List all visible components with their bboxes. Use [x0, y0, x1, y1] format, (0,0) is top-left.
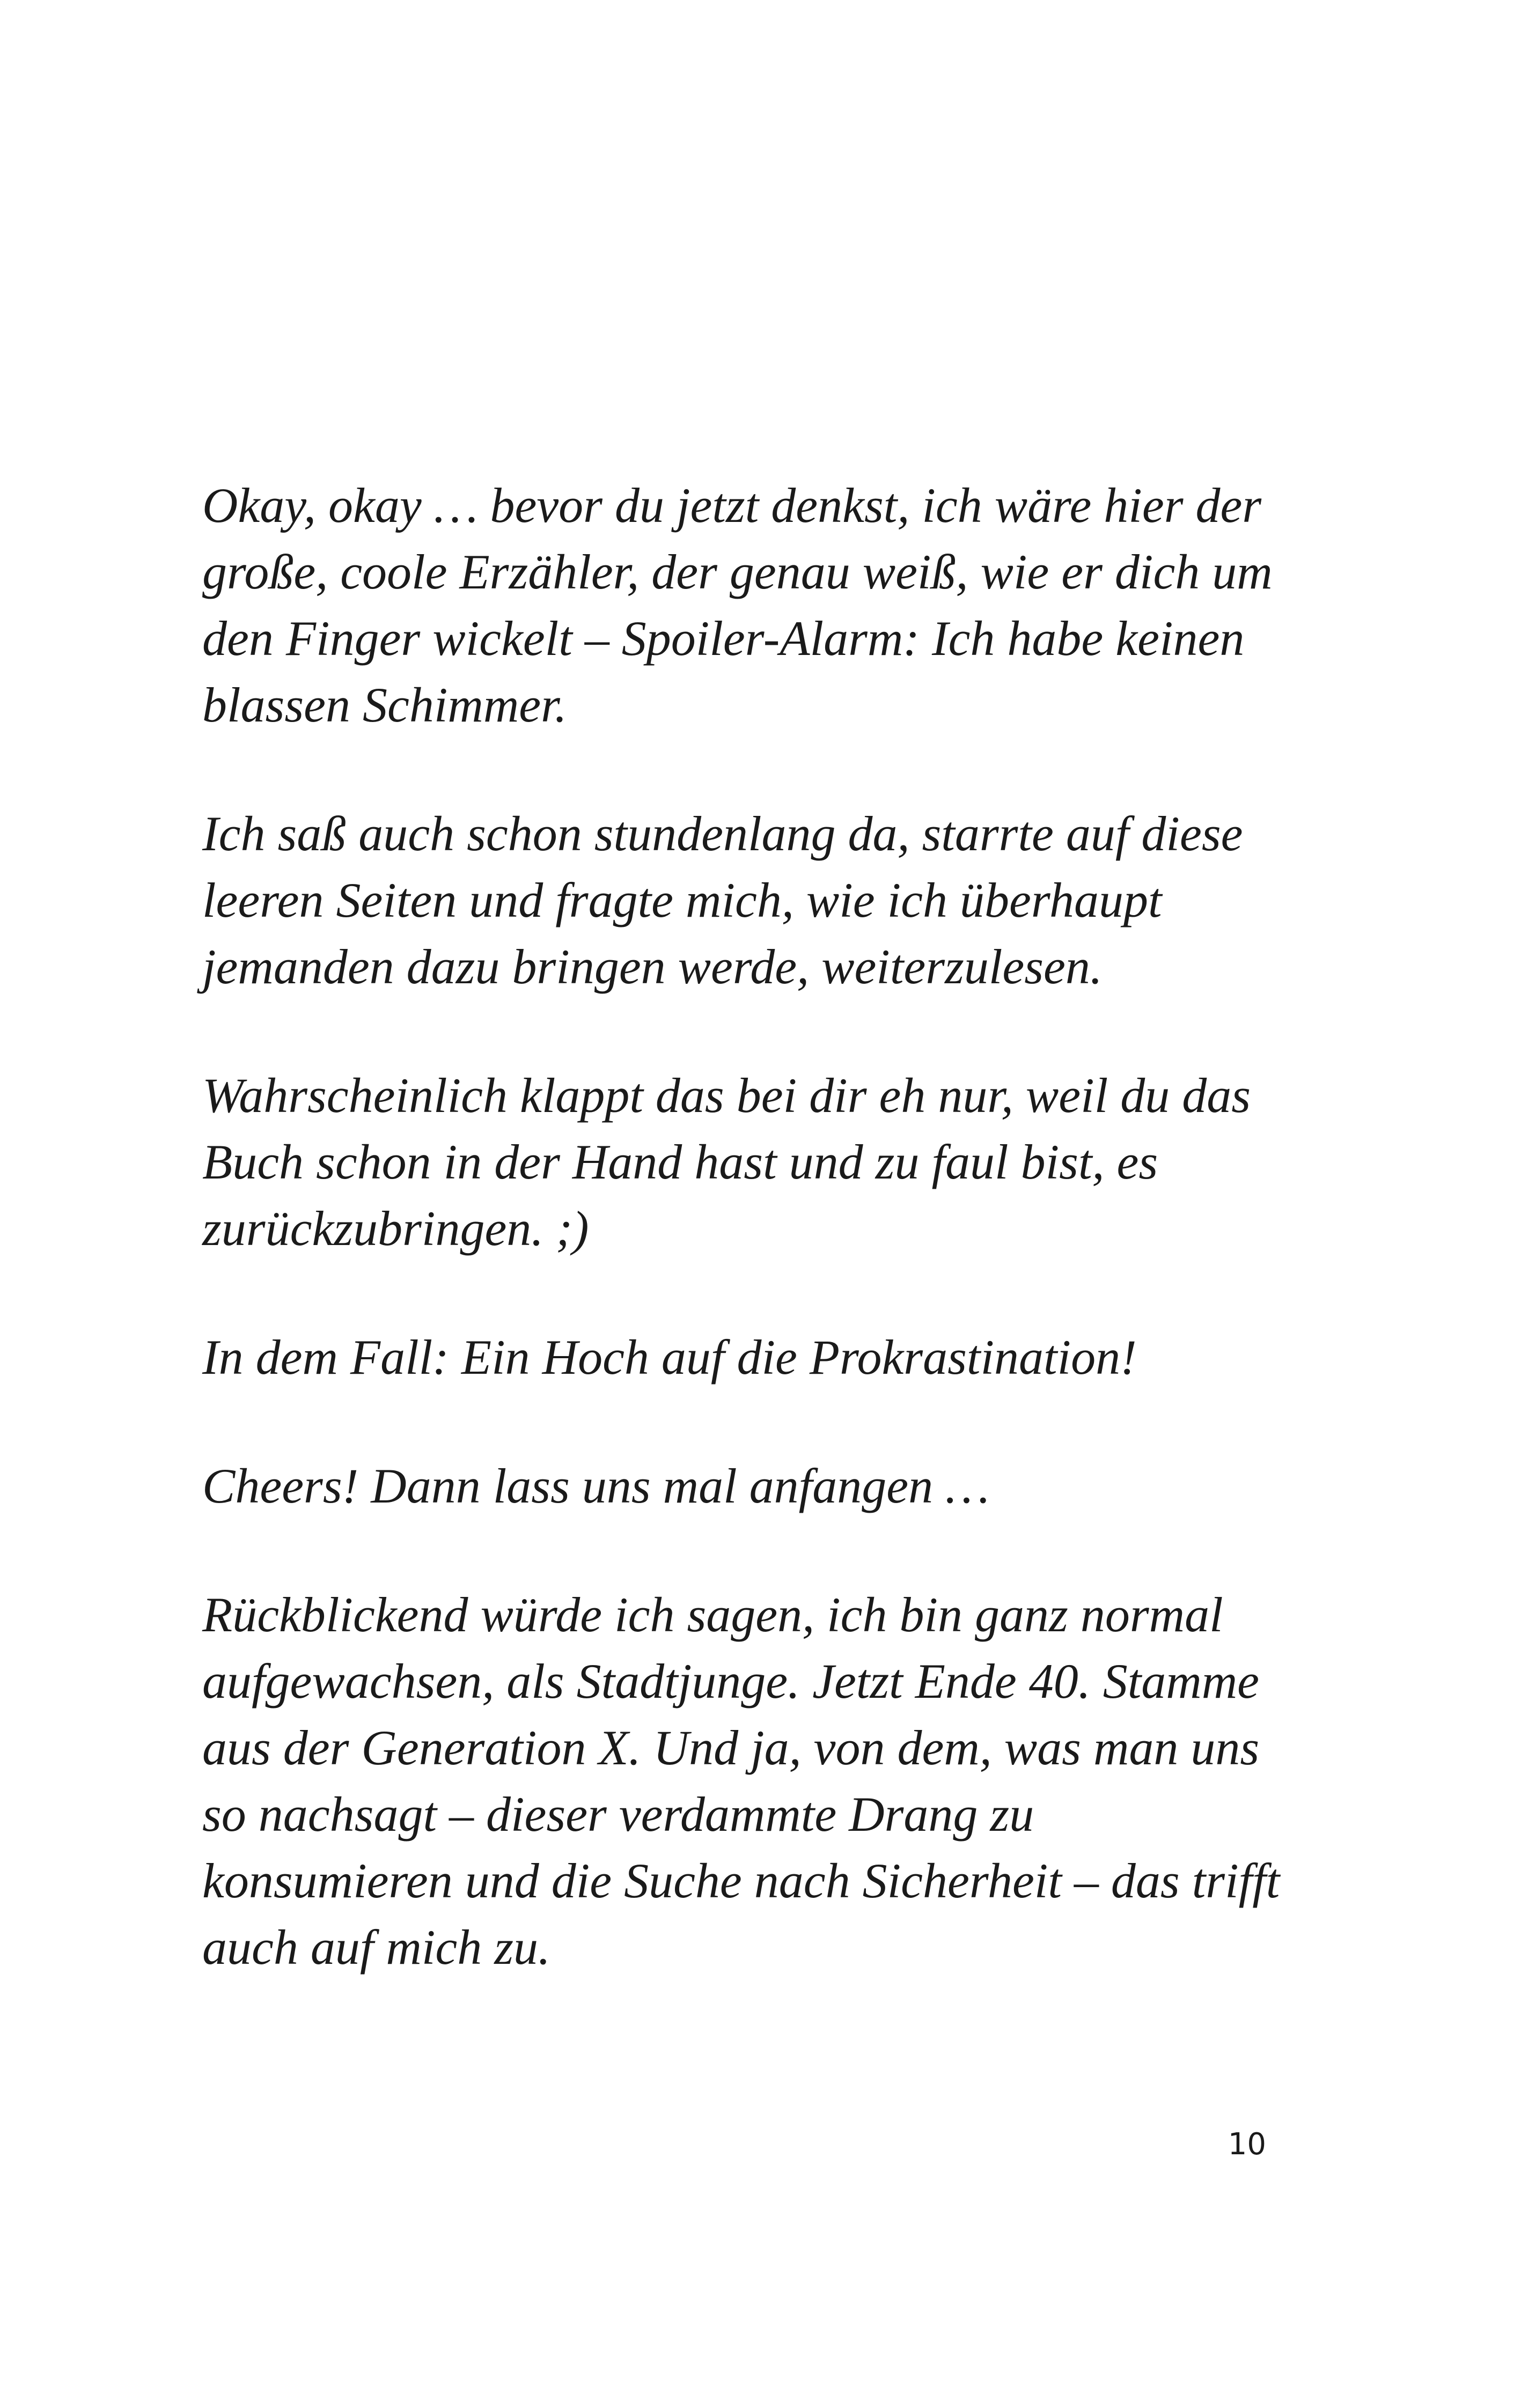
text-line: zurückzubringen. ;): [202, 1201, 589, 1256]
paragraph: [202, 1581, 1280, 1980]
body-text: [202, 472, 1280, 1980]
paragraph: [202, 1062, 1275, 1262]
text-line: leeren Seiten und fragte mich, wie ich überhaupt: [202, 873, 1162, 927]
paragraph-spacer: [202, 1000, 1275, 1062]
paragraph: [202, 1324, 1275, 1390]
paragraph-spacer: [202, 1519, 1275, 1581]
text-line: Ich saß auch schon stundenlang da, starrte auf diese: [202, 806, 1243, 861]
text-line: den Finger wickelt – Spoiler-Alarm: Ich habe keinen: [202, 611, 1245, 666]
text-line: konsumieren und die Suche nach Sicherheit – das trifft: [202, 1853, 1280, 1908]
text-line: auch auf mich zu.: [202, 1920, 551, 1975]
text-line: Cheers! Dann lass uns mal anfangen …: [202, 1459, 989, 1513]
text-line: so nachsagt – dieser verdammte Drang zu: [202, 1787, 1034, 1842]
paragraph-spacer: [202, 738, 1275, 800]
text-line: In dem Fall: Ein Hoch auf die Prokrastination!: [202, 1330, 1137, 1385]
text-line: große, coole Erzähler, der genau weiß, wie er dich um: [202, 544, 1273, 599]
page-number: 10: [1228, 2127, 1266, 2162]
paragraph-spacer: [202, 1390, 1275, 1453]
paragraph: [202, 800, 1275, 1000]
paragraph: [202, 472, 1275, 738]
paragraph-spacer: [202, 1262, 1275, 1324]
text-line: blassen Schimmer.: [202, 678, 567, 732]
text-line: jemanden dazu bringen werde, weiterzulesen.: [202, 939, 1103, 994]
text-line: Buch schon in der Hand hast und zu faul bist, es: [202, 1135, 1158, 1189]
text-line: aus der Generation X. Und ja, von dem, was man uns: [202, 1720, 1260, 1775]
text-line: Wahrscheinlich klappt das bei dir eh nur, weil du das: [202, 1068, 1251, 1123]
paragraph: [202, 1453, 1275, 1519]
text-line: Rückblickend würde ich sagen, ich bin ganz normal: [202, 1587, 1223, 1642]
text-line: Okay, okay … bevor du jetzt denkst, ich wäre hier der: [202, 478, 1262, 533]
text-line: aufgewachsen, als Stadtjunge. Jetzt Ende 40. Stamme: [202, 1654, 1260, 1709]
